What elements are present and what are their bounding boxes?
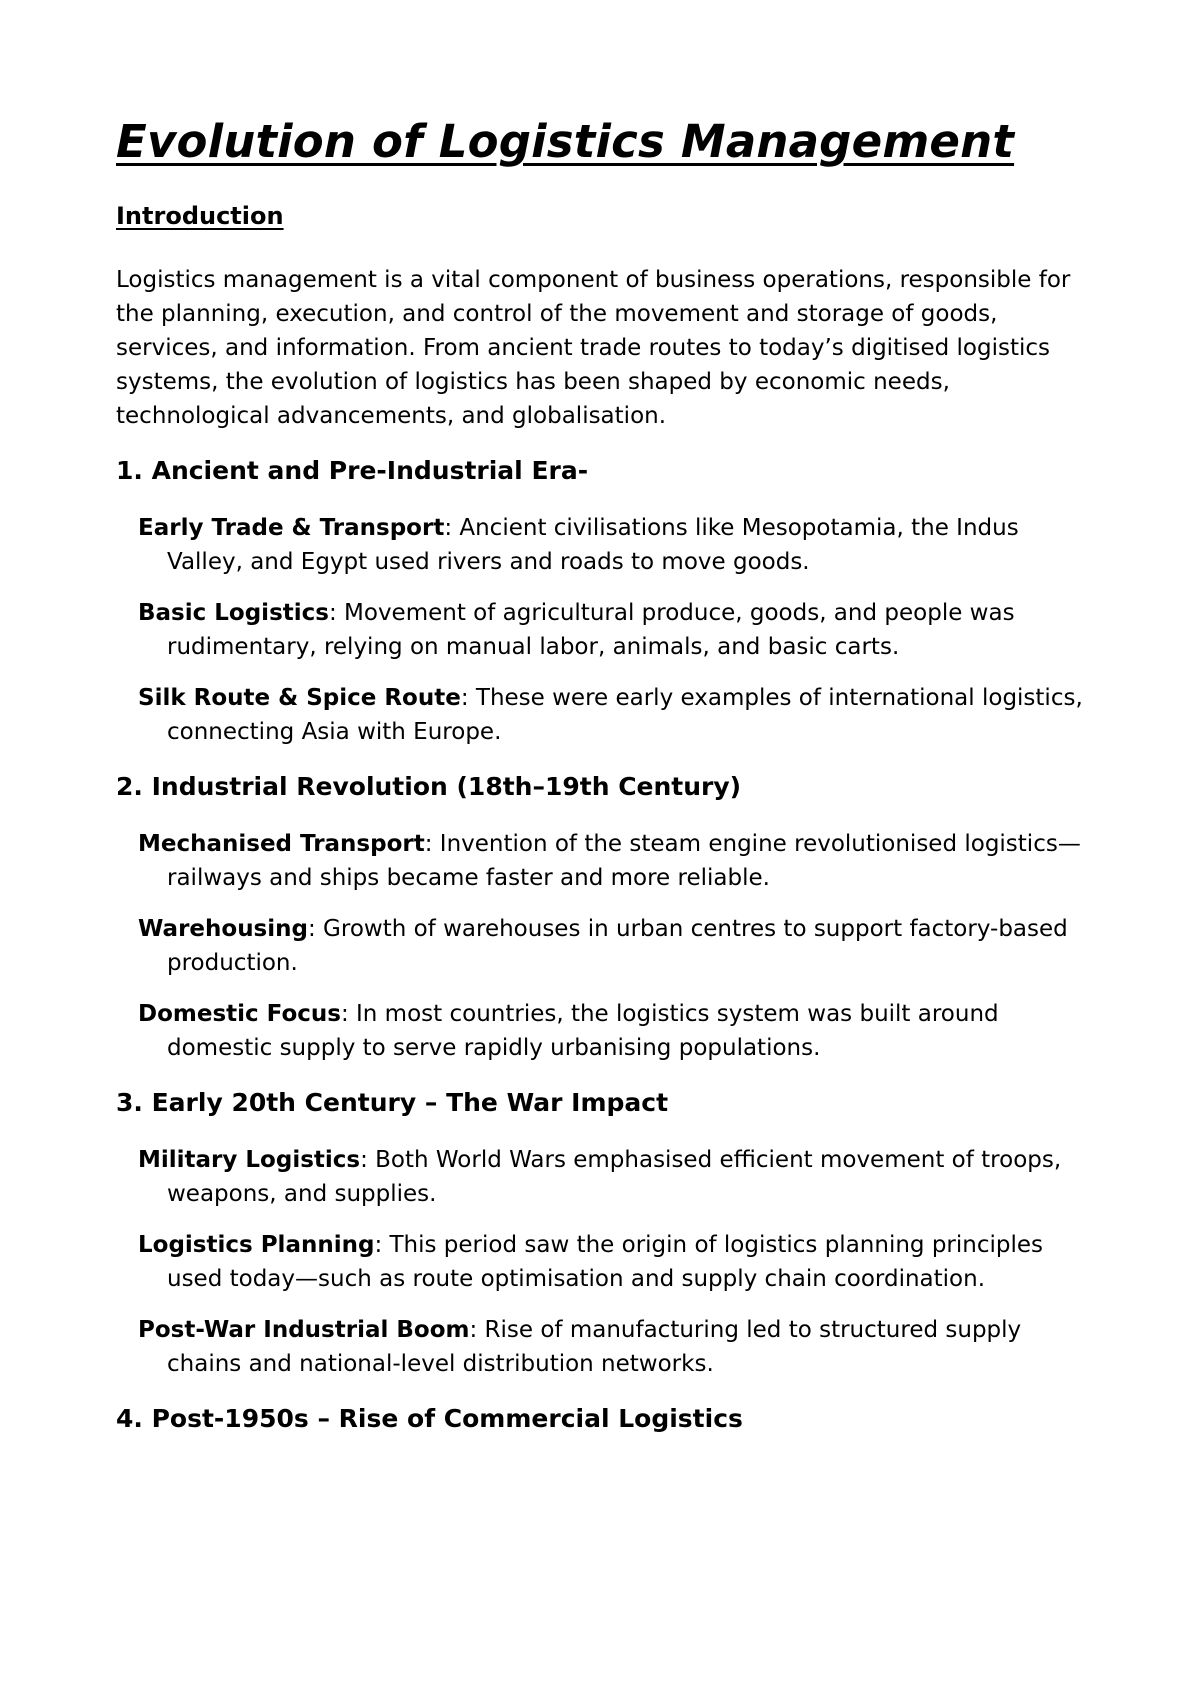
item-term: Domestic Focus xyxy=(138,1001,341,1027)
introduction-heading: Introduction xyxy=(116,202,284,230)
item-term: Silk Route & Spice Route xyxy=(138,685,461,711)
list-item xyxy=(138,827,1096,895)
list-item xyxy=(138,596,1096,664)
list-item xyxy=(138,681,1096,749)
item-term: Early Trade & Transport xyxy=(138,515,445,541)
list-item xyxy=(138,912,1096,980)
item-text: : Invention of the steam engine revolutionised logistics—railways and ships became faster and more reliable. xyxy=(167,831,1081,891)
item-text: : Rise of manufacturing led to structured supply chains and national-level distribution networks. xyxy=(167,1317,1022,1377)
document-title: Evolution of Logistics Management xyxy=(116,115,1015,168)
section-ancient-era xyxy=(116,453,1096,749)
list-item xyxy=(138,997,1096,1065)
document-page xyxy=(116,112,1096,1437)
section-heading: 4. Post-1950s – Rise of Commercial Logistics xyxy=(116,1404,743,1433)
section-commercial-logistics xyxy=(116,1401,1096,1437)
item-term: Logistics Planning xyxy=(138,1232,375,1258)
item-term: Post-War Industrial Boom xyxy=(138,1317,470,1343)
list-item xyxy=(138,1143,1096,1211)
item-text: : Both World Wars emphasised efficient movement of troops, weapons, and supplies. xyxy=(167,1147,1062,1207)
list-item xyxy=(138,511,1096,579)
item-text: : Movement of agricultural produce, goods, and people was rudimentary, relying on manual labor, animals, and basic carts. xyxy=(167,600,1015,660)
item-term: Warehousing xyxy=(138,916,308,942)
item-term: Military Logistics xyxy=(138,1147,361,1173)
section-industrial-revolution xyxy=(116,769,1096,1065)
list-item xyxy=(138,1313,1096,1381)
item-text: : This period saw the origin of logistics planning principles used today—such as route optimisation and supply chain coordination. xyxy=(167,1232,1043,1292)
section-heading: 1. Ancient and Pre-Industrial Era- xyxy=(116,456,589,485)
item-text: : In most countries, the logistics system was built around domestic supply to serve rapidly urbanising populations. xyxy=(167,1001,999,1061)
introduction-paragraph: Logistics management is a vital component of business operations, responsible for the planning, execution, and control of the movement and storage of goods, services, and information. From ancient trade routes to today’s digitised logistics systems, the evolution of logistics has been shaped by economic needs, technological advancements, and globalisation. xyxy=(116,267,1071,429)
section-war-impact xyxy=(116,1085,1096,1381)
item-text: : Ancient civilisations like Mesopotamia, the Indus Valley, and Egypt used rivers and roads to move goods. xyxy=(167,515,1019,575)
item-text: : Growth of warehouses in urban centres to support factory-based production. xyxy=(167,916,1068,976)
item-term: Mechanised Transport xyxy=(138,831,425,857)
section-heading: 2. Industrial Revolution (18th–19th Century) xyxy=(116,772,742,801)
item-term: Basic Logistics xyxy=(138,600,329,626)
item-text: : These were early examples of international logistics, connecting Asia with Europe. xyxy=(167,685,1083,745)
list-item xyxy=(138,1228,1096,1296)
section-heading: 3. Early 20th Century – The War Impact xyxy=(116,1088,669,1117)
